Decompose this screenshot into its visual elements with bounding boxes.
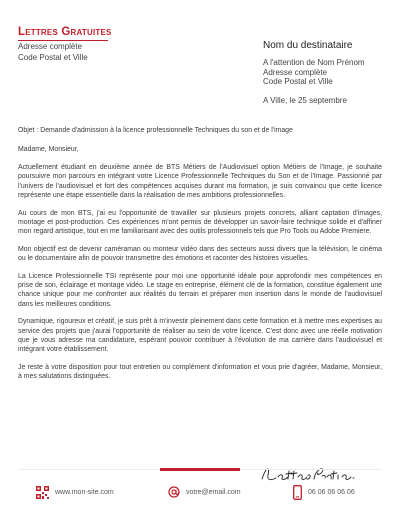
recipient-name: Nom du destinataire (263, 40, 353, 51)
brand-title: Lettres Gratuites (18, 26, 112, 38)
letter-paragraph: Actuellement étudiant en deuxième année de BTS Métiers de l'Audiovisuel option Métiers de l'Image, je souhaite poursuivre mon parcours en intégrant votre Licence Professionnelle Techniques du Son et de l'Image. Passionné par l'univers de l'audiovisuel et fort des compétences acquises durant ma formation, je suis convaincu que cette licence représente une étape essentielle dans la réalisation de mes ambitions professionnelles. (18, 163, 382, 199)
letter-paragraph: Mon objectif est de devenir caméraman ou monteur vidéo dans des secteurs aussi divers que la télévision, le cinéma ou le documentaire afin de pouvoir transmettre des émotions et raconter des histoires visuelles. (18, 245, 382, 263)
qr-code-icon (36, 486, 49, 499)
letter-body (18, 126, 382, 390)
recipient-line: Adresse complète (263, 67, 328, 77)
brand-underline (18, 40, 108, 41)
at-sign-icon (168, 486, 180, 498)
letter-paragraph: La Licence Professionnelle TSI représente pour moi une opportunité idéale pour approfondir mes compétences en prise de son, éclairage et montage vidéo. Le stage en entreprise, élément clé de la formation, constitue également une chance unique pour me confronter aux réalités du terrain et préparer mon insertion dans le monde de l'audiovisuel dans les meilleures conditions. (18, 272, 382, 308)
sender-address (18, 42, 88, 63)
sender-line: Code Postal et Ville (18, 52, 88, 62)
place-date: A Ville, le 25 septembre (263, 96, 347, 105)
letter-paragraph: Au cours de mon BTS, j'ai eu l'opportunité de travailler sur plusieurs projets concrets, alliant captation d'images, montage et post-production. Ces expériences m'ont permis de développer un savoir-faire technique solide et d'affiner mon regard artistique, tout en me familiarisant avec des outils professionnels tels que Pro Tools ou Adobe Premiere. (18, 209, 382, 236)
handwritten-signature (258, 463, 358, 485)
letter-object: Objet : Demande d'admission à la licence professionnelle Techniques du son et de l'image (18, 127, 293, 134)
phone-text: 06 06 06 06 06 (308, 488, 355, 496)
footer-website[interactable] (36, 484, 114, 500)
recipient-address (263, 58, 365, 87)
footer-email[interactable] (168, 484, 241, 500)
recipient-line: A l'attention de Nom Prénom (263, 58, 365, 67)
footer-phone[interactable] (293, 484, 355, 500)
website-text: www.mon-site.com (55, 488, 114, 496)
sender-line: Adresse complète (18, 42, 83, 51)
mobile-phone-icon (293, 485, 302, 500)
letter-paragraph: Dynamique, rigoureux et créatif, je suis prêt à m'investir pleinement dans cette formation et à mettre mes expertises au service des projets que j'aurai l'opportunité de réaliser au sein de votre licence. C'est donc avec une réelle motivation que je vous adresse ma candidature, espérant pouvoir contribuer à l'évolution de ma carrière dans l'audiovisuel et intégrant votre établissement. (18, 318, 382, 354)
letter-salutation: Madame, Monsieur, (18, 146, 79, 154)
email-text: votre@email.com (186, 488, 241, 496)
footer-accent-bar (160, 468, 240, 471)
recipient-line: Code Postal et Ville (263, 77, 333, 87)
letter-paragraph: Je reste à votre disposition pour tout entretien ou complément d'information et vous prie d'agréer, Madame, Monsieur, à mes salutations distinguées. (18, 363, 382, 381)
